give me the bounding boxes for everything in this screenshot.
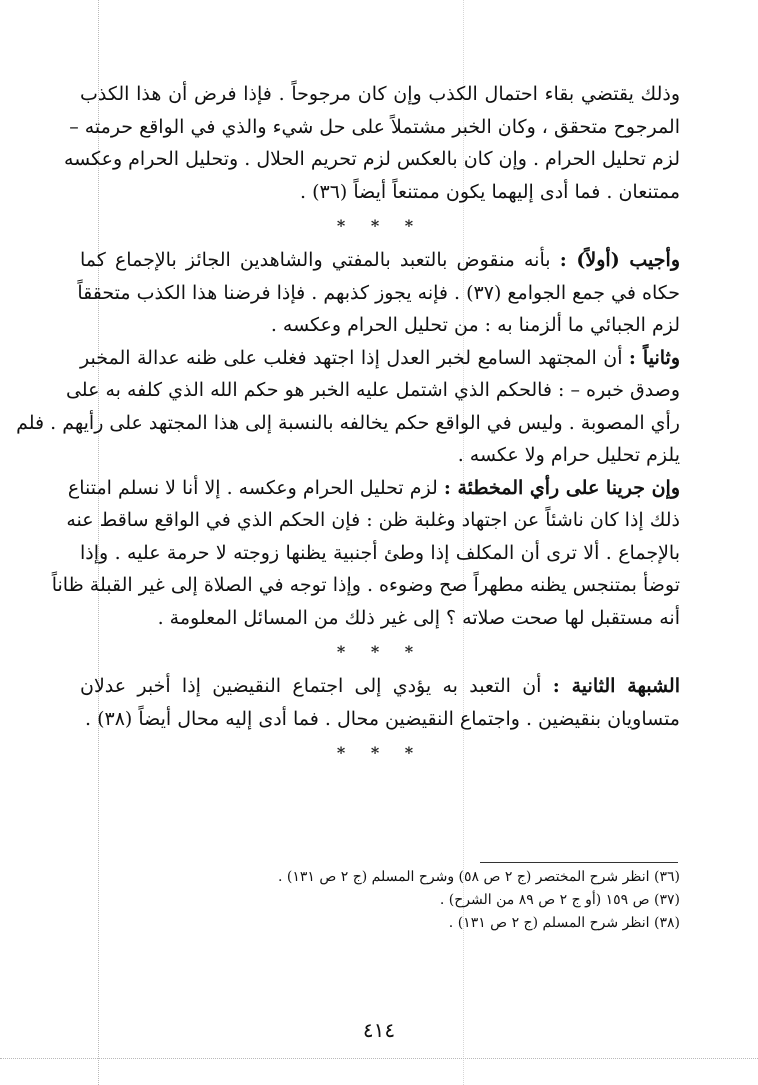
text-span: أن المجتهد السامع لخبر العدل إذا اجتهد فغلب على ظنه عدالة المخبر (80, 346, 629, 369)
text-line: توضأ بمتنجس يظنه مطهراً صح وضوءه . وإذا توجه في الصلاة إلى غير القبلة ظاناً (51, 574, 680, 596)
text-line: لزم الجبائي ما ألزمنا به : من تحليل الحرام وعكسه . (270, 314, 680, 336)
text-line: لزم تحليل الحرام . وإن كان بالعكس لزم تحريم الحلال . وتحليل الحرام وعكسه (63, 148, 680, 170)
text-span: بأنه منقوض بالتعبد بالمفتي والشاهدين الجائز بالإجماع كما (80, 249, 560, 271)
paragraph-intro (63, 78, 680, 208)
paragraph-answer-second (16, 342, 680, 472)
footnote-divider (480, 862, 678, 863)
page-body (16, 78, 680, 771)
text-span: لزم تحليل الحرام وعكسه . إلا أنا لا نسلم امتناع (67, 476, 444, 499)
lead-heading: وأجيب (أولاً) : (559, 249, 680, 271)
lead-heading: وثانياً : (628, 346, 680, 369)
text-line (80, 244, 680, 277)
paragraph-answer-mukhatti'a (51, 472, 680, 635)
footnote-item: (٣٦) انظر شرح المختصر (ج ٢ ص ٥٨) وشرح المسلم (ج ٢ ص ١٣١) . (277, 869, 680, 885)
text-line: حكاه في جمع الجوامع (٣٧) . فإنه يجوز كذبهم . فإذا فرضنا هذا الكذب متحققاً (77, 281, 680, 304)
footnote-item: (٣٨) انظر شرح المسلم (ج ٢ ص ١٣١) . (448, 915, 680, 931)
text-line (67, 472, 680, 505)
section-separator: * * * (336, 642, 424, 661)
text-line: متساويان بنقيضين . واجتماع النقيضين محال . فما أدى إليه محال أيضاً (٣٨) . (84, 707, 680, 730)
page-number: ٤١٤ (362, 1018, 396, 1042)
text-line: ذلك إذا كان ناشئاً عن اجتهاد وغلبة ظن : فإن الحكم الذي في الواقع ساقط عنه (66, 509, 680, 531)
text-line: ممتنعان . فما أدى إليهما يكون ممتنعاً أيضاً (٣٦) . (300, 180, 680, 203)
paragraph-second-objection (80, 670, 680, 735)
text-line: وصدق خبره – : فالحكم الذي اشتمل عليه الخبر هو حكم الله الذي كلفه به على (65, 379, 680, 401)
text-line: وذلك يقتضي بقاء احتمال الكذب وإن كان مرجوحاً . فإذا فرض أن هذا الكذب (80, 83, 680, 105)
text-line (80, 670, 680, 703)
text-line: بالإجماع . ألا ترى أن المكلف إذا وطئ أجنبية يظنها زوجته لا حرمة عليه . وإذا (80, 541, 680, 564)
text-line: رأي المصوبة . وليس في الواقع حكم يخالفه بالنسبة إلى هذا المجتهد على رأيهم . فلم (16, 411, 680, 434)
text-line (80, 342, 680, 375)
text-span: أن التعبد به يؤدي إلى اجتماع النقيضين إذا أخبر عدلان (80, 675, 553, 697)
footnotes (277, 866, 680, 935)
lead-heading: الشبهة الثانية : (552, 675, 680, 697)
paragraph-answer-first (77, 244, 680, 342)
text-line: المرجوح متحقق ، وكان الخبر مشتملاً على حل شيء والذي في الواقع حرمته – (69, 115, 680, 138)
section-separator: * * * (336, 216, 424, 235)
footnote-item: (٣٧) ص ١٥٩ (أو ج ٢ ص ٨٩ من الشرح) . (439, 892, 680, 908)
text-line: أنه مستقبل لها صحت صلاته ؟ إلى غير ذلك من المسائل المعلومة . (157, 606, 680, 629)
lead-heading: وإن جرينا على رأي المخطئة : (443, 476, 680, 499)
margin-guide-bottom (0, 1058, 758, 1059)
text-line: يلزم تحليل حرام ولا عكسه . (457, 444, 680, 466)
section-separator: * * * (336, 743, 424, 762)
